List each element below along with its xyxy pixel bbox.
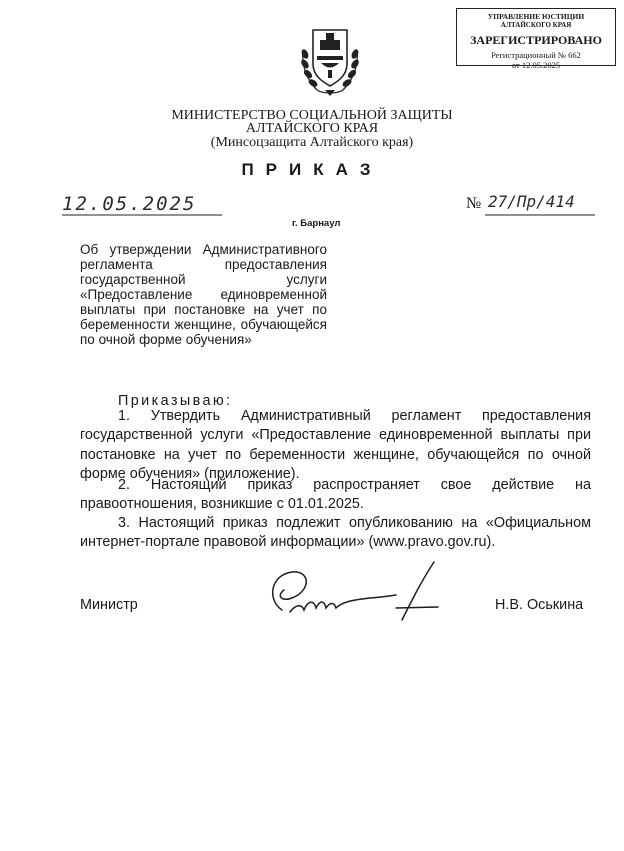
ministry-name-line1: МИНИСТЕРСТВО СОЦИАЛЬНОЙ ЗАЩИТЫ [171, 108, 453, 123]
stamp-status: ЗАРЕГИСТРИРОВАНО [470, 32, 602, 47]
registration-stamp [456, 8, 616, 70]
order-subject: Об утверждении Административного регламента предоставления государственной услуги «Предоставление единовременной выплаты при постановке на учет по беременности женщине, обучающейся по очной форме обучения» [80, 242, 327, 347]
document-number-label: № [466, 195, 482, 212]
signatory-name: Н.В. Оськина [495, 597, 584, 613]
number-underline [485, 213, 595, 217]
handwritten-date: 12.05.2025 [62, 193, 197, 215]
coat-of-arms-emblem [295, 20, 365, 100]
stamp-org-line1: УПРАВЛЕНИЕ ЮСТИЦИИ [487, 12, 585, 21]
stamp-reg-date: от 12.05.2025 [511, 60, 561, 70]
stamp-reg-number: Регистрационный № 662 [491, 49, 581, 60]
order-directive-intro: Приказываю: [118, 393, 233, 409]
date-underline [62, 213, 222, 217]
stamp-org-line2: АЛТАЙСКОГО КРАЯ [500, 20, 572, 29]
order-paragraph-1: 1. Утвердить Административный регламент предоставления государственной услуги «Предоставление единовременной выплаты при постановке на учет по беременности женщине, обучающейся по очной форме обучения» (приложение). [80, 408, 591, 482]
signatory-position: Министр [80, 597, 138, 613]
ministry-short-name: (Минсоцзащита Алтайского края) [210, 135, 414, 150]
handwritten-signature [262, 560, 442, 630]
order-paragraph-3: 3. Настоящий приказ подлежит опубликованию на «Официальном интернет-портале правовой информации» (www.pravo.gov.ru). [80, 515, 591, 551]
city-label: г. Барнаул [292, 218, 341, 229]
order-paragraph-2: 2. Настоящий приказ распространяет свое действие на правоотношения, возникшие с 01.01.2025. [80, 477, 591, 513]
document-type-title: ПРИКАЗ [241, 160, 383, 179]
ministry-name-line2: АЛТАЙСКОГО КРАЯ [245, 121, 379, 136]
handwritten-document-number: 27/Пр/414 [488, 192, 575, 211]
